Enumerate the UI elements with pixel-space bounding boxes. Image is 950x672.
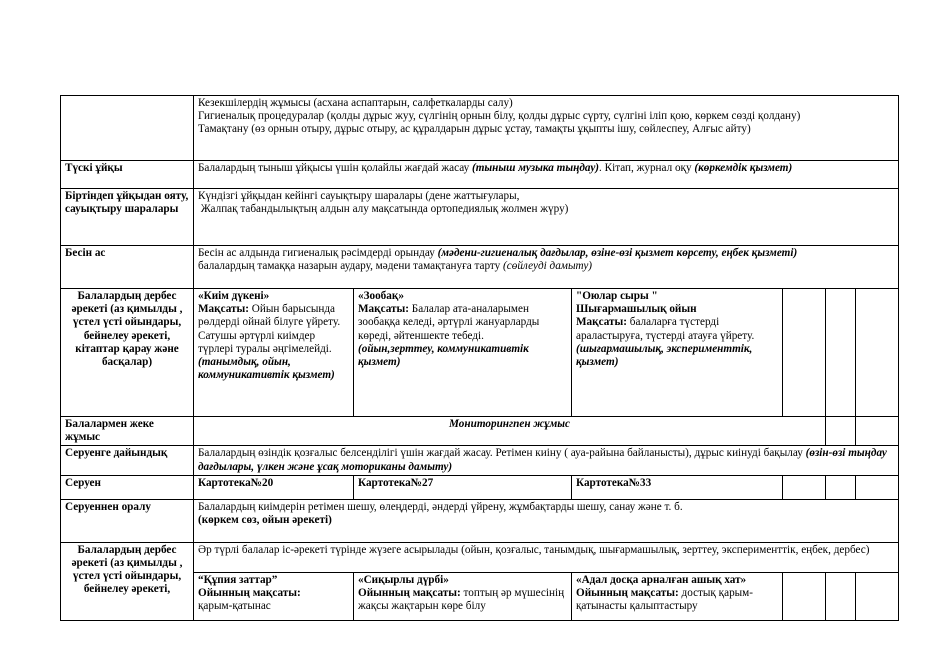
row-label-independent: Балалардың дербес әрекеті (аз қимылды , үстел үсті ойындары, бейнелеу әрекеті, кітаптар қарау және басқалар)	[61, 289, 194, 417]
empty-cell	[826, 572, 856, 620]
game-title-1: «Киім дүкені»	[198, 290, 270, 302]
game2-goal-3: достық қарым-қатынасты қалыптастыру	[576, 587, 753, 613]
game2-goal-2: топтың әр мүшесінің жақсы жақтарын көре білу	[358, 587, 565, 613]
snack-text-2: балалардың тамаққа назарын аудару, мәдени тамақтануға тарту	[198, 260, 504, 273]
empty-cell	[826, 475, 856, 499]
empty-cell	[856, 572, 899, 620]
goal-label-1: Мақсаты:	[198, 303, 249, 316]
goal-text-2: Балалар ата-аналарымен зообаққа келеді, әртүрлі жануарларды көреді, әйтеншекте тебеді.	[358, 303, 540, 342]
duty-line-2: Гигиеналық процедуралар (қолды дұрыс жуу, сүлгінің орнын білу, қолды дұрыс сүрту, сүлгіні іліп қою, көркем сөзді қолдану)	[198, 110, 801, 123]
wake-line-2: Жалпақ табандылықтың алдын алу мақсатында ортопедиялық жолмен жүру)	[198, 203, 569, 216]
game2-goal-1: қарым-қатынас	[198, 600, 271, 613]
nap-content	[194, 161, 899, 189]
row-nap	[61, 161, 899, 189]
duty-content	[194, 96, 899, 161]
row-label-snack: Бесін ас	[61, 246, 194, 289]
game-title-3: "Оюлар сыры "	[576, 290, 658, 302]
return-text: Балалардың киімдерін ретімен шешу, өлеңдерді, әндерді үйрену, жұмбақтарды шешу, санау және т. б.	[198, 500, 683, 513]
independent-2-intro: Әр түрлі балалар іс-әрекеті түрінде жүзеге асырылады (ойын, қозғалыс, танымдық, шығармашылық, зерттеу, эксперименттік, еңбек, дербес)	[194, 542, 899, 572]
row-wake	[61, 189, 899, 246]
row-individual	[61, 417, 899, 446]
walk-prep-content	[194, 446, 899, 475]
game2-goal-label-2: Ойынның мақсаты:	[358, 587, 461, 600]
row-label-walk-prep: Серуенге дайындық	[61, 446, 194, 475]
schedule-table	[60, 95, 899, 621]
row-label-wake: Біртіндеп ұйқыдан ояту, сауықтыру шаралары	[61, 189, 194, 246]
wake-content	[194, 189, 899, 246]
snack-text-1: Бесін ас алдында гигиеналық рәсімдерді орындау	[198, 247, 438, 259]
row-duty	[61, 96, 899, 161]
goal-tags-2: (ойын,зерттеу, коммуникативтік қызмет)	[358, 342, 529, 369]
walk-card-3: Картотека№33	[572, 475, 783, 499]
row-independent-2	[61, 542, 899, 572]
row-label-independent-2: Балалардың дербес әрекеті (аз қимылды , үстел үсті ойындары, бейнелеу әрекеті,	[61, 542, 194, 620]
snack-italic-1: (мәдени-гигиеналық дағдылар, өзіне-өзі қызмет көрсету, еңбек қызметі)	[437, 247, 798, 259]
game2-title-2: «Сиқырлы дүрбі»	[358, 573, 449, 586]
walk-prep-italic: (өзін-өзі тыңдау дағдылары, үлкен және ұсақ моториканы дамыту)	[198, 447, 887, 473]
game-subtitle-3: Шығармашылық ойын	[576, 303, 697, 316]
goal-tags-1: (танымдық, ойын, коммуникативтік қызмет)	[198, 356, 335, 382]
empty-cell	[856, 417, 899, 446]
goal-text-3: балаларға түстерді араластыруға, түстерді атауға үйрету.	[576, 316, 755, 342]
wake-line-1: Күндізгі ұйқыдан кейінгі сауықтыру шаралары (дене жаттығулары,	[198, 190, 520, 202]
goal-label-3: Мақсаты:	[576, 316, 627, 329]
walk-card-1: Картотека№20	[194, 475, 354, 499]
independent-col-3	[572, 289, 783, 417]
snack-content	[194, 246, 899, 289]
duty-line-3: Тамақтану (өз орнын отыру, дұрыс отыру, ас құралдарын дұрыс ұстау, тамақты ұқыпты ішу, сөйлеспеу, Алғыс айту)	[198, 123, 751, 136]
empty-cell	[783, 572, 826, 620]
empty-cell	[783, 475, 826, 499]
row-label-return: Серуеннен оралу	[61, 499, 194, 542]
game2-title-1: “Құпия заттар”	[198, 573, 278, 586]
nap-text-2: . Кітап, журнал оқу	[599, 162, 695, 174]
monitoring-text: Мониторингпен жұмыс	[194, 417, 826, 446]
duty-line-1: Кезекшілердің жұмысы (асхана аспаптарын, салфеткаларды салу)	[198, 97, 513, 109]
walk-card-2: Картотека№27	[354, 475, 572, 499]
nap-italic-1: (тыныш музыка тыңдау)	[471, 162, 600, 174]
row-walk-prep	[61, 446, 899, 475]
empty-cell	[856, 289, 899, 417]
walk-prep-text: Балалардың өзіндік қозғалыс белсенділігі үшін жағдай жасау. Ретімен киіну ( ауа-райына байланысты), дұрыс киінуді бақылау	[198, 447, 806, 460]
snack-italic-2: (сөйлеуді дамыту)	[503, 260, 593, 273]
game2-goal-label-1: Ойынның мақсаты:	[198, 587, 301, 600]
empty-cell	[856, 475, 899, 499]
goal-text-1: Ойын барысында рөлдерді ойнай білуге үйрету. Сатушы әртүрлі киімдер түрлері туралы әңгімелейді.	[198, 303, 341, 355]
independent-2-col-1	[194, 572, 354, 620]
empty-cell	[826, 417, 856, 446]
independent-2-col-3	[572, 572, 783, 620]
row-independent	[61, 289, 899, 417]
nap-text: Балалардың тыныш ұйқысы үшін қолайлы жағдай жасау	[198, 162, 472, 174]
nap-italic-2: (көркемдік қызмет)	[694, 162, 793, 174]
return-content	[194, 499, 899, 542]
row-return	[61, 499, 899, 542]
row-walk	[61, 475, 899, 499]
game-title-2: «Зообақ»	[358, 290, 404, 302]
game2-goal-label-3: Ойынның мақсаты:	[576, 587, 679, 600]
row-snack	[61, 246, 899, 289]
row-label-walk: Серуен	[61, 475, 194, 499]
row-label-nap: Түскі ұйқы	[61, 161, 194, 189]
independent-col-1	[194, 289, 354, 417]
return-bold: (көркем сөз, ойын әрекеті)	[198, 514, 332, 527]
game2-title-3: «Адал досқа арналған ашық хат»	[576, 573, 747, 586]
goal-label-2: Мақсаты:	[358, 303, 409, 316]
row-label-individual: Балалармен жеке жұмыс	[61, 417, 194, 446]
goal-tags-3: (шығармашылық, эксперименттік, қызмет)	[576, 342, 753, 369]
empty-cell	[826, 289, 856, 417]
independent-col-2	[354, 289, 572, 417]
independent-2-col-2	[354, 572, 572, 620]
empty-cell	[783, 289, 826, 417]
row-label-duty	[61, 96, 194, 161]
